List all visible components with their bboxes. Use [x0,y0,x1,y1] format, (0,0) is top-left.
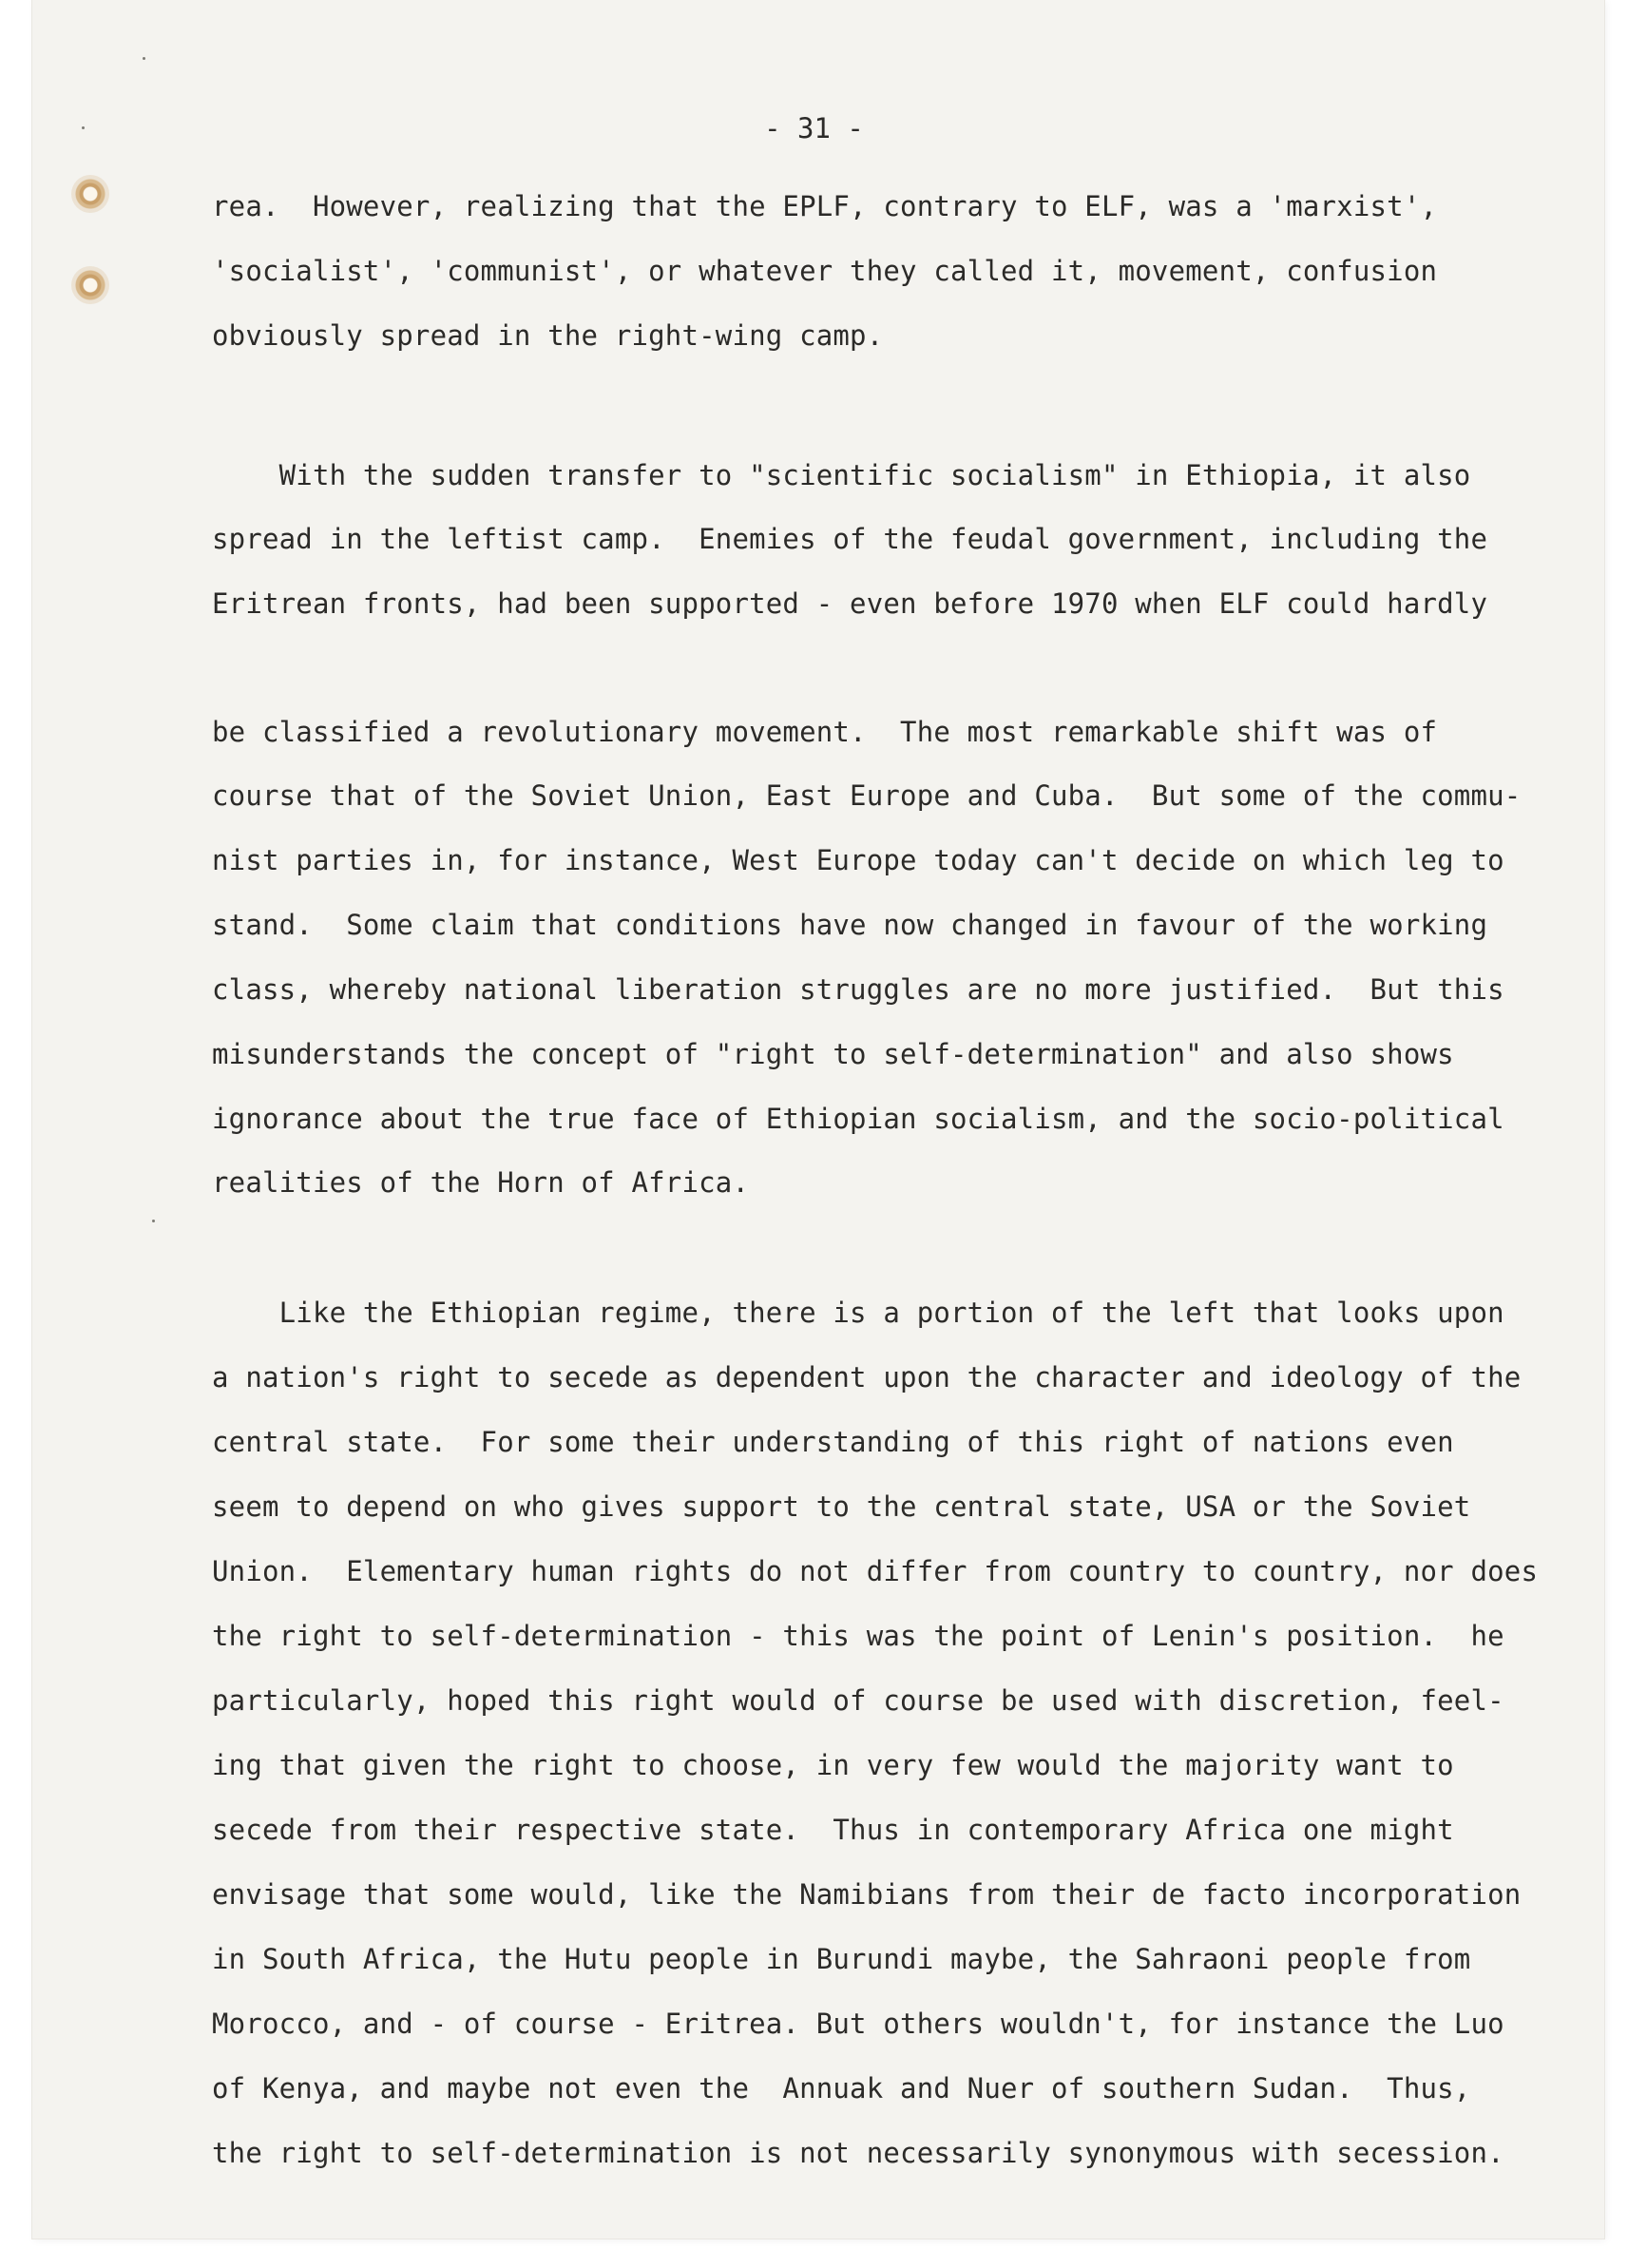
text-line: spread in the leftist camp. Enemies of the feudal government, including the [212,523,1488,555]
text-line: rea. However, realizing that the EPLF, contrary to ELF, was a 'marxist', [212,190,1438,222]
text-line: stand. Some claim that conditions have now changed in favour of the working [212,909,1488,941]
text-line: Morocco, and - of course - Eritrea. But others wouldn't, for instance the Luo [212,2008,1504,2040]
page-number: - 31 - [764,112,864,144]
text-line: With the sudden transfer to "scientific socialism" in Ethiopia, it also [212,459,1471,491]
paper-speck [152,1220,155,1222]
text-line: realities of the Horn of Africa. [212,1166,750,1199]
text-line: in South Africa, the Hutu people in Burundi maybe, the Sahraoni people from [212,1943,1471,1975]
text-line: obviously spread in the right-wing camp. [212,319,884,352]
text-line: secede from their respective state. Thus in contemporary Africa one might [212,1814,1454,1846]
text-line: nist parties in, for instance, West Europe today can't decide on which leg to [212,844,1504,876]
text-line: the right to self-determination is not necessarily synonymous with secession. [212,2137,1504,2169]
text-line: the right to self-determination - this was the point of Lenin's position. he [212,1620,1504,1652]
text-line: course that of the Soviet Union, East Europe and Cuba. But some of the commu- [212,779,1522,812]
text-line: envisage that some would, like the Namibians from their de facto incorporation [212,1878,1522,1911]
text-line: ing that given the right to choose, in very few would the majority want to [212,1749,1454,1781]
text-line: ignorance about the true face of Ethiopian socialism, and the socio-political [212,1103,1504,1135]
text-line: 'socialist', 'communist', or whatever they called it, movement, confusion [212,255,1438,287]
text-line: be classified a revolutionary movement. The most remarkable shift was of [212,716,1438,748]
text-line: particularly, hoped this right would of course be used with discretion, feel- [212,1684,1504,1717]
text-line: a nation's right to secede as dependent upon the character and ideology of the [212,1361,1522,1393]
text-line: Union. Elementary human rights do not differ from country to country, nor does [212,1555,1539,1587]
text-line: seem to depend on who gives support to the central state, USA or the Soviet [212,1490,1471,1523]
text-line: Like the Ethiopian regime, there is a portion of the left that looks upon [212,1297,1504,1329]
text-line: class, whereby national liberation struggles are no more justified. But this [212,973,1504,1006]
punch-hole-bottom [71,266,109,304]
text-line: misunderstands the concept of "right to self-determination" and also shows [212,1038,1454,1070]
text-line: central state. For some their understanding of this right of nations even [212,1426,1454,1458]
paper-speck [143,57,145,60]
text-line: Eritrean fronts, had been supported - even before 1970 when ELF could hardly [212,587,1488,620]
text-line: of Kenya, and maybe not even the Annuak and Nuer of southern Sudan. Thus, [212,2072,1471,2105]
punch-hole-top [71,175,109,213]
